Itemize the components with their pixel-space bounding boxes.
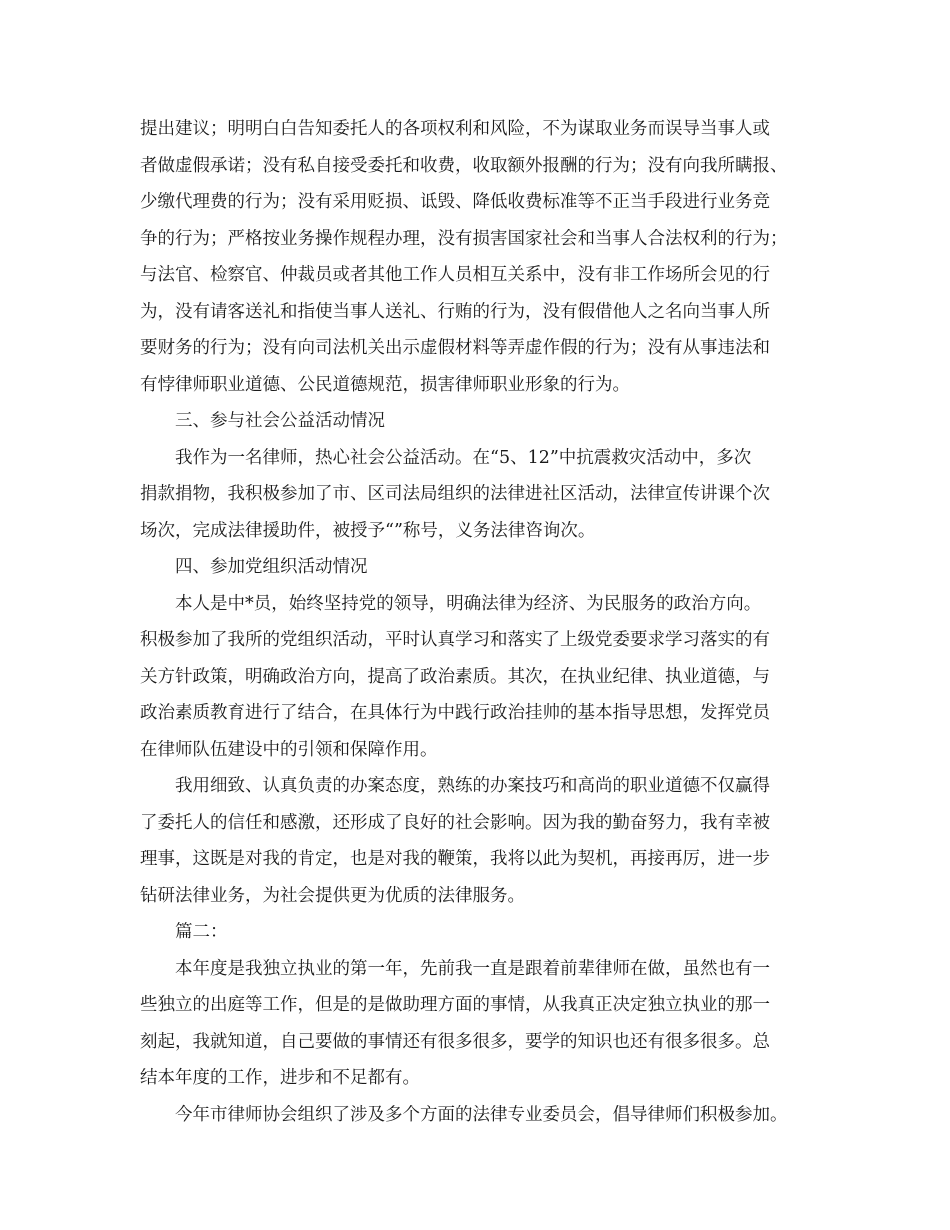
text-line: 争的行为；严格按业务操作规程办理，没有损害国家社会和当事人合法权利的行为； xyxy=(140,228,788,249)
text-line: 关方针政策，明确政治方向，提高了政治素质。其次，在执业纪律、执业道德，与 xyxy=(140,666,770,687)
text-line: 提出建议；明明白白告知委托人的各项权利和风险，不为谋取业务而误导当事人或 xyxy=(140,119,770,139)
text-line: 篇二： xyxy=(175,922,228,942)
text-line: 今年市律师协会组织了涉及多个方面的法律专业委员会，倡导律师们积极参加。 xyxy=(175,1104,788,1125)
text-line: 有悖律师职业道德、公民道德规范，损害律师职业形象的行为。 xyxy=(140,374,630,395)
text-line: 在律师队伍建设中的引领和保障作用。 xyxy=(140,739,438,760)
text-line: 我作为一名律师，热心社会公益活动。在“5、12”中抗震救灾活动中，多次 xyxy=(175,447,752,468)
text-line: 场次，完成法律援助件，被授予“”称号，义务法律咨询次。 xyxy=(140,520,596,541)
text-line: 要财务的行为；没有向司法机关出示虚假材料等弄虚作假的行为；没有从事违法和 xyxy=(140,338,770,358)
text-line: 刻起，我就知道，自己要做的事情还有很多很多，要学的知识也还有很多很多。总 xyxy=(140,1031,770,1052)
text-line: 为，没有请客送礼和指使当事人送礼、行贿的行为，没有假借他人之名向当事人所 xyxy=(140,301,770,322)
text-line: 四、参加党组织活动情况 xyxy=(175,557,368,577)
text-line: 政治素质教育进行了结合，在具体行为中践行政治挂帅的基本指导思想，发挥党员 xyxy=(140,703,770,723)
text-line: 三、参与社会公益活动情况 xyxy=(175,411,385,431)
text-line: 者做虚假承诺；没有私自接受委托和收费，收取额外报酬的行为；没有向我所瞒报、 xyxy=(140,155,788,176)
text-line: 与法官、检察官、仲裁员或者其他工作人员相互关系中，没有非工作场所会见的行 xyxy=(140,265,770,285)
text-line: 本人是中*员，始终坚持党的领导，明确法律为经济、为民服务的政治方向。 xyxy=(175,593,762,614)
text-line: 理事，这既是对我的肯定，也是对我的鞭策，我将以此为契机，再接再厉，进一步 xyxy=(140,849,770,869)
document-body xyxy=(140,111,830,1133)
text-line: 我用细致、认真负责的办案态度，熟练的办案技巧和高尚的职业道德不仅赢得 xyxy=(175,776,770,796)
text-line: 些独立的出庭等工作，但是的是做助理方面的事情，从我真正决定独立执业的那一 xyxy=(140,995,770,1015)
text-line: 本年度是我独立执业的第一年，先前我一直是跟着前辈律师在做，虽然也有一 xyxy=(175,958,770,979)
text-line: 结本年度的工作，进步和不足都有。 xyxy=(140,1068,420,1088)
text-line: 钻研法律业务，为社会提供更为优质的法律服务。 xyxy=(140,885,525,906)
text-line: 捐款捐物，我积极参加了市、区司法局组织的法律进社区活动，法律宣传讲课个次 xyxy=(140,484,770,504)
text-line: 了委托人的信任和感激，还形成了良好的社会影响。因为我的勤奋努力，我有幸被 xyxy=(140,812,770,833)
text-line: 少缴代理费的行为；没有采用贬损、诋毁、降低收费标准等不正当手段进行业务竞 xyxy=(140,192,770,212)
text-line: 积极参加了我所的党组织活动，平时认真学习和落实了上级党委要求学习落实的有 xyxy=(140,630,770,650)
